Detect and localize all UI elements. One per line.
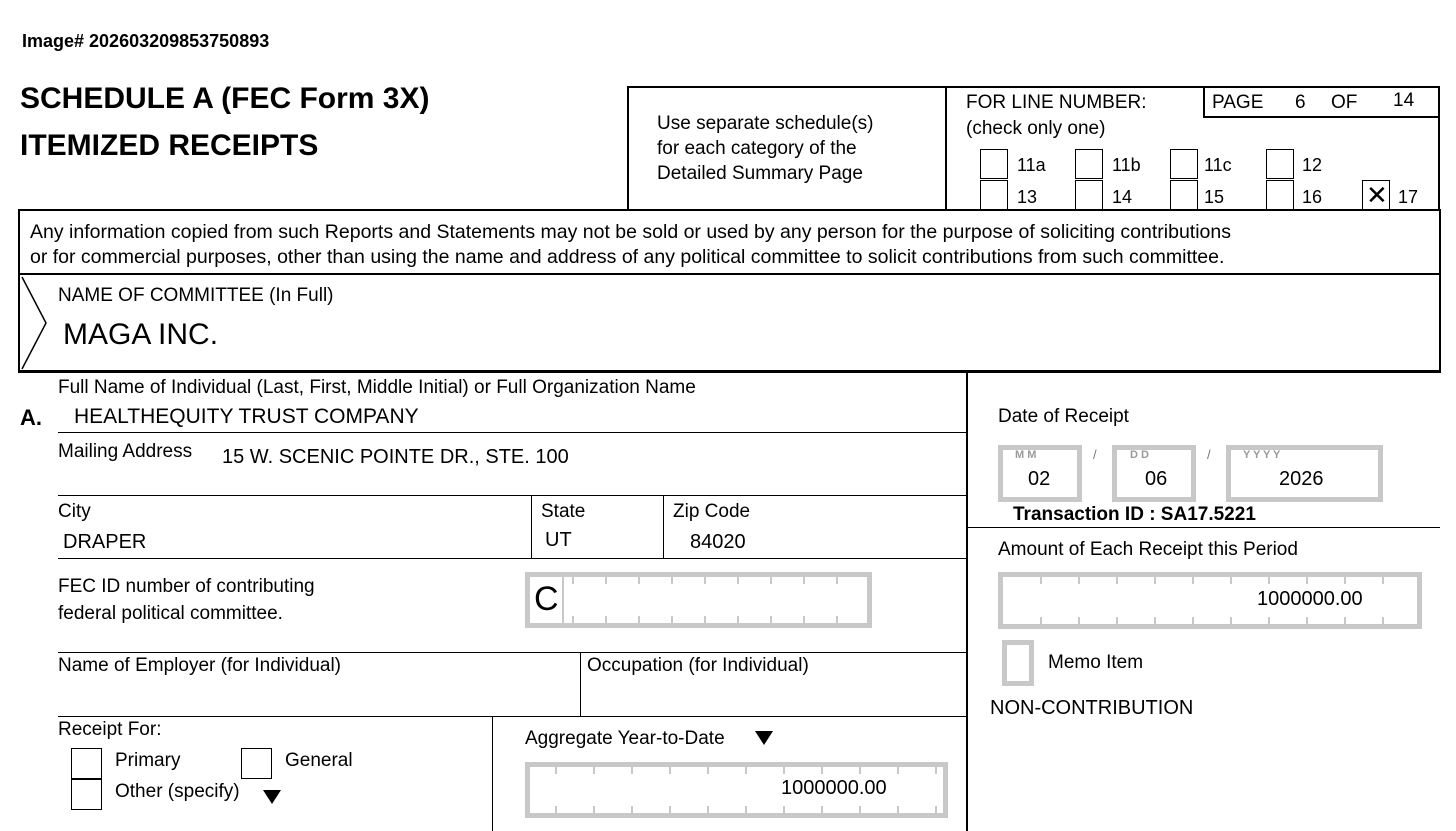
zip-label: Zip Code [673,501,751,522]
occupation-label: Occupation (for Individual) [587,655,809,676]
transaction-id: Transaction ID : SA17.5221 [1013,504,1256,525]
line-12-label: 12 [1302,155,1323,175]
field-tick [1192,617,1194,624]
divider [580,652,581,716]
city-label: City [58,501,91,522]
aggregate-label: Aggregate Year-to-Date [525,728,725,749]
field-tick [1268,617,1270,624]
field-tick [803,616,805,623]
field-tick [821,806,823,813]
date-label: Date of Receipt [998,406,1129,427]
general-label: General [285,750,353,771]
date-month: 02 [1028,468,1051,490]
field-tick [1078,617,1080,624]
committee-label: NAME OF COMMITTEE (In Full) [58,285,334,306]
page-of: OF [1331,92,1358,113]
field-tick [1078,577,1080,584]
field-tick [737,616,739,623]
line-11b-label: 11b [1112,155,1141,175]
fec-id-label-2: federal political committee. [58,603,283,624]
field-tick [1306,617,1308,624]
field-tick [745,767,747,774]
employer-label: Name of Employer (for Individual) [58,655,341,676]
field-tick [1344,577,1346,584]
aggregate-value: 1000000.00 [781,777,887,799]
date-sep-1: / [1093,447,1097,462]
field-tick [572,577,574,584]
zip-value: 84020 [690,531,746,553]
down-triangle-icon [755,731,773,745]
page-label: PAGE [1212,92,1264,113]
field-tick [783,767,785,774]
fec-id-prefix: C [534,580,559,618]
line-16-checkbox[interactable] [1266,180,1294,210]
other-label: Other (specify) [115,781,240,802]
line-12-checkbox[interactable] [1266,149,1294,179]
divider [58,652,967,653]
field-tick [821,767,823,774]
field-tick [745,806,747,813]
divider [531,495,532,559]
image-number: Image# 202603209853750893 [22,31,270,51]
primary-label: Primary [115,750,181,771]
field-tick [1192,577,1194,584]
line-14-checkbox[interactable] [1075,180,1103,210]
field-tick [638,616,640,623]
instructions-line-3: Detailed Summary Page [657,163,863,184]
field-tick [770,616,772,623]
state-label: State [541,501,586,522]
divider [58,495,967,496]
instructions-line-1: Use separate schedule(s) [657,113,874,134]
field-tick [803,577,805,584]
field-tick [669,806,671,813]
field-tick [707,767,709,774]
city-value: DRAPER [63,531,147,553]
field-tick [770,577,772,584]
field-tick [1040,577,1042,584]
instructions-line-2: for each category of the [657,138,857,159]
field-tick [1306,577,1308,584]
field-tick [671,616,673,623]
divider [966,373,968,831]
line-11a-label: 11a [1017,155,1046,175]
field-tick [1116,617,1118,624]
fec-id-field[interactable] [525,572,872,628]
page-total: 14 [1393,90,1415,111]
date-day: 06 [1145,468,1168,490]
field-tick [669,767,671,774]
field-tick [897,767,899,774]
line-11c-checkbox[interactable] [1170,149,1198,179]
other-checkbox[interactable] [71,779,102,810]
check-only-one: (check only one) [966,118,1106,139]
contributor-name: HEALTHEQUITY TRUST COMPANY [74,405,419,428]
date-mm-hint: M M [1015,449,1037,461]
divider [58,716,967,717]
field-tick [605,616,607,623]
field-tick [1268,577,1270,584]
field-tick [1382,577,1384,584]
date-yyyy-hint: Y Y Y Y [1243,449,1281,461]
memo-checkbox[interactable] [1002,640,1034,686]
receipt-for-label: Receipt For: [58,719,162,740]
line-13-checkbox[interactable] [980,180,1008,210]
field-tick [1382,617,1384,624]
divider [18,273,1441,275]
name-label: Full Name of Individual (Last, First, Middle Initial) or Full Organization Name [58,377,696,398]
field-tick [605,577,607,584]
entry-letter: A. [20,405,42,430]
divider [58,432,967,433]
field-tick [631,767,633,774]
notice-line-2: or for commercial purposes, other than using the name and address of any political committee to solicit contributions from such committee. [30,246,1225,268]
field-tick [572,616,574,623]
line-15-label: 15 [1204,187,1225,207]
form-title: SCHEDULE A (FEC Form 3X) [20,82,430,115]
field-tick [1230,577,1232,584]
line-14-label: 14 [1112,187,1133,207]
address-value: 15 W. SCENIC POINTE DR., STE. 100 [222,446,569,468]
field-tick [638,577,640,584]
field-tick [859,806,861,813]
memo-label: Memo Item [1048,652,1144,673]
divider [967,527,1440,528]
divider [492,716,493,831]
line-11c-label: 11c [1204,155,1232,175]
field-tick [836,577,838,584]
field-tick [593,806,595,813]
line-11a-checkbox[interactable] [980,149,1008,179]
divider [58,558,967,559]
general-checkbox[interactable] [241,748,272,779]
line-13-label: 13 [1017,187,1038,207]
field-tick [1154,577,1156,584]
line-17-label: 17 [1398,187,1419,207]
line-number-label: FOR LINE NUMBER: [966,92,1147,113]
down-triangle-icon [263,790,281,804]
field-tick [1116,577,1118,584]
line-17-check-icon: ✕ [1366,180,1388,210]
arrow-marker-icon [20,275,50,371]
field-tick [836,616,838,623]
fec-id-label-1: FEC ID number of contributing [58,576,315,597]
field-tick [935,806,937,813]
field-tick [704,616,706,623]
field-tick [704,577,706,584]
committee-name: MAGA INC. [63,318,219,351]
field-tick [897,806,899,813]
address-label: Mailing Address [58,441,193,462]
field-tick [859,767,861,774]
memo-text: NON-CONTRIBUTION [990,697,1194,719]
field-tick [783,806,785,813]
field-tick [671,577,673,584]
line-11b-checkbox[interactable] [1075,149,1103,179]
field-tick [1040,617,1042,624]
field-tick [935,767,937,774]
amount-label: Amount of Each Receipt this Period [998,539,1298,560]
line-16-label: 16 [1302,187,1323,207]
field-tick [1344,617,1346,624]
field-tick [631,806,633,813]
date-dd-hint: D D [1130,449,1149,461]
date-year: 2026 [1279,468,1324,490]
field-tick [737,577,739,584]
field-tick [1154,617,1156,624]
primary-checkbox[interactable] [71,748,102,779]
field-tick [593,767,595,774]
amount-value: 1000000.00 [1257,588,1363,610]
field-tick [555,767,557,774]
form-subtitle: ITEMIZED RECEIPTS [20,129,319,162]
date-sep-2: / [1207,447,1211,462]
field-tick [555,806,557,813]
page-current: 6 [1295,92,1306,113]
line-15-checkbox[interactable] [1170,180,1198,210]
notice-line-1: Any information copied from such Reports and Statements may not be sold or used by any person for the purpose of soliciting contributions [30,221,1231,243]
state-value: UT [545,529,572,551]
divider [663,495,664,559]
field-tick [707,806,709,813]
field-tick [1230,617,1232,624]
